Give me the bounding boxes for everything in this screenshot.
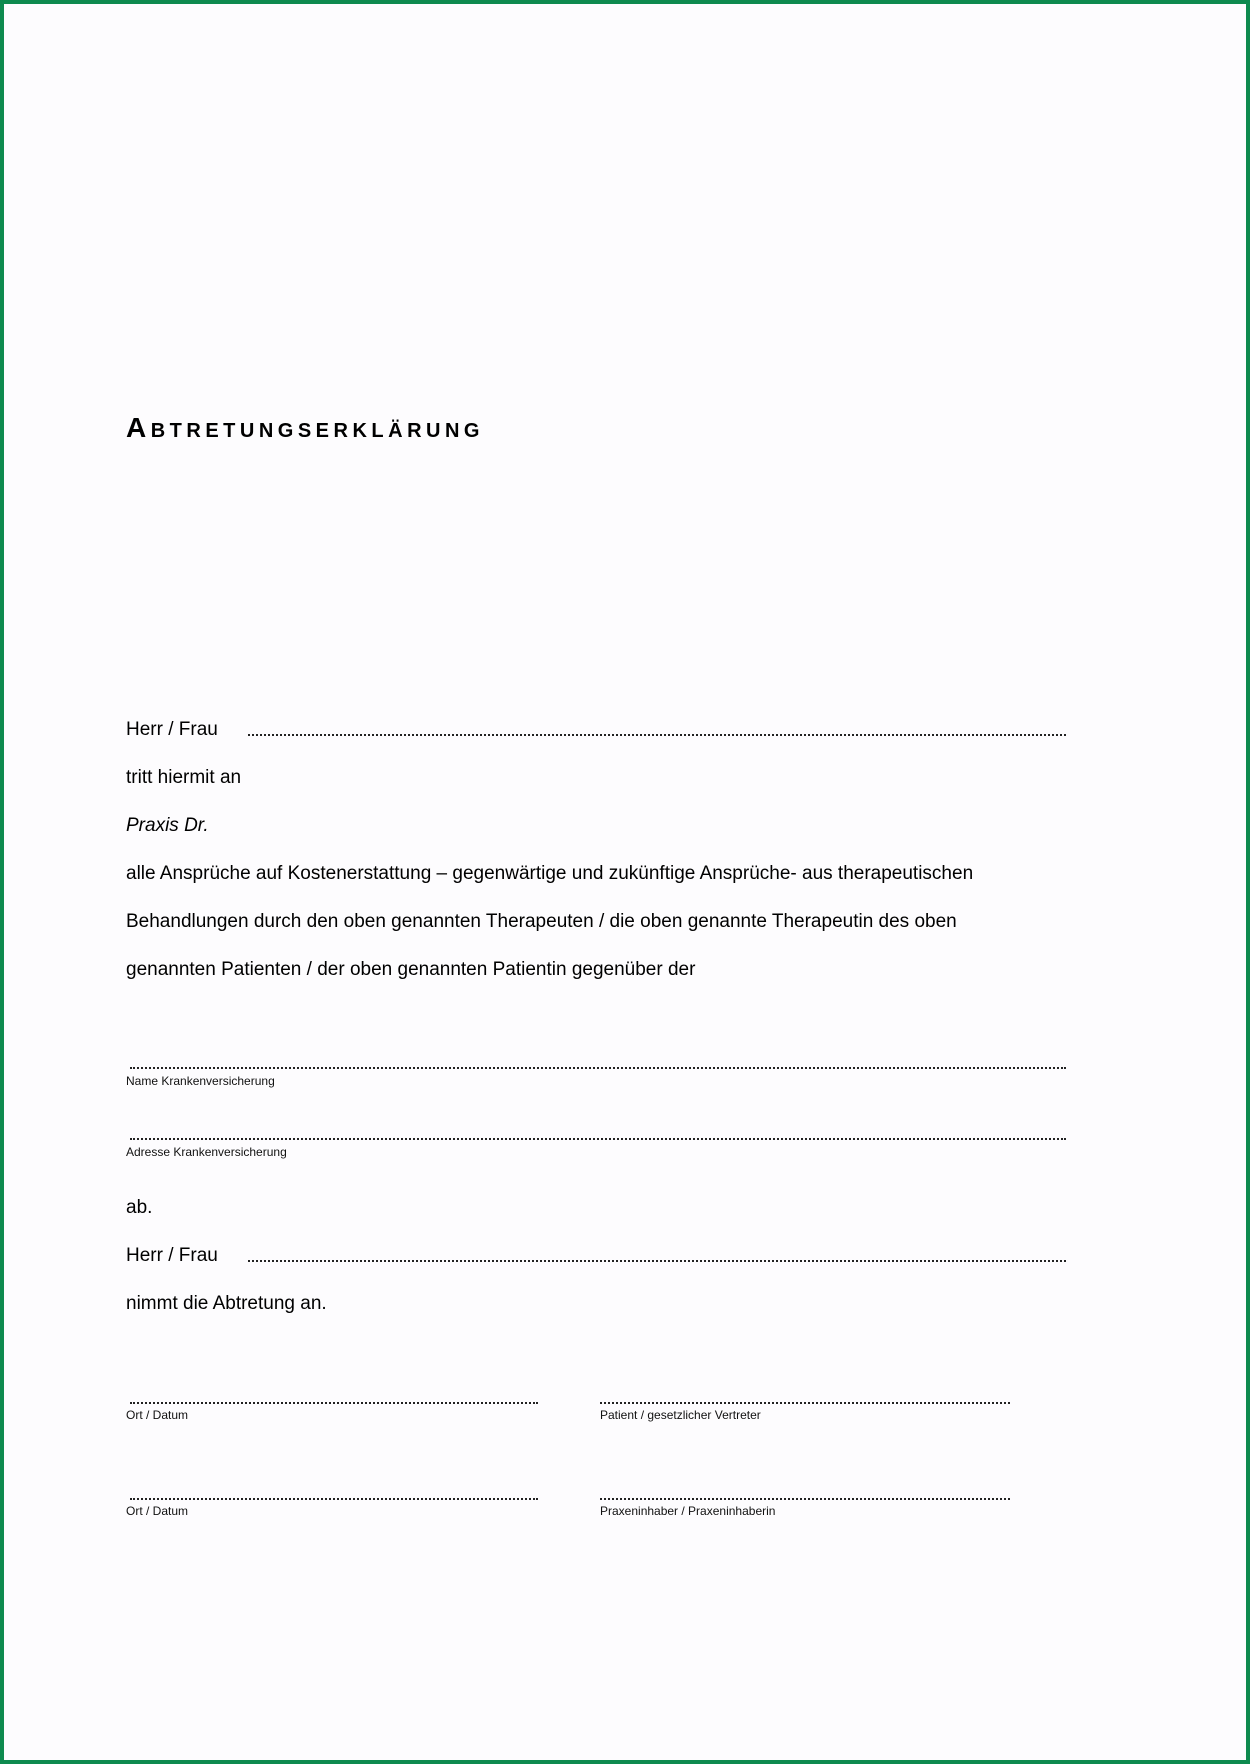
accepts-assignment-text: nimmt die Abtretung an.: [126, 1293, 327, 1314]
patient-signature-line[interactable]: [600, 1402, 1010, 1404]
place-date-caption-1: Ort / Datum: [126, 1408, 189, 1422]
tritt-hiermit-an-text: tritt hiermit an: [126, 767, 242, 788]
place-date-fill-line-2[interactable]: [130, 1498, 538, 1500]
paragraph-line-2: Behandlungen durch den oben genannten Therapeuten / die oben genannte Therapeutin des oben: [126, 911, 957, 932]
practice-owner-signature-line[interactable]: [600, 1498, 1010, 1500]
herr-frau-label-1: Herr / Frau: [126, 719, 218, 740]
insurance-name-fill-line[interactable]: [130, 1067, 1066, 1069]
place-date-caption-2: Ort / Datum: [126, 1504, 189, 1518]
insurance-name-caption: Name Krankenversicherung: [126, 1074, 275, 1088]
practice-owner-signature-caption: Praxeninhaber / Praxeninhaberin: [600, 1504, 776, 1518]
insurance-address-fill-line[interactable]: [130, 1138, 1066, 1140]
place-date-fill-line-1[interactable]: [130, 1402, 538, 1404]
paragraph-line-3: genannten Patienten / der oben genannten Patientin gegenüber der: [126, 959, 696, 980]
patient-signature-caption: Patient / gesetzlicher Vertreter: [600, 1408, 761, 1422]
paragraph-line-1: alle Ansprüche auf Kostenerstattung – gegenwärtige und zukünftige Ansprüche- aus therapeutischen: [126, 863, 974, 884]
herr-frau-label-2: Herr / Frau: [126, 1245, 218, 1266]
herr-frau-fill-line-2[interactable]: [248, 1260, 1066, 1262]
praxis-name-text: Praxis Dr.: [126, 815, 209, 836]
insurance-address-caption: Adresse Krankenversicherung: [126, 1145, 287, 1159]
document-title: Abtretungserklärung: [126, 412, 484, 443]
ab-text: ab.: [126, 1197, 153, 1218]
herr-frau-fill-line-1[interactable]: [248, 734, 1066, 736]
